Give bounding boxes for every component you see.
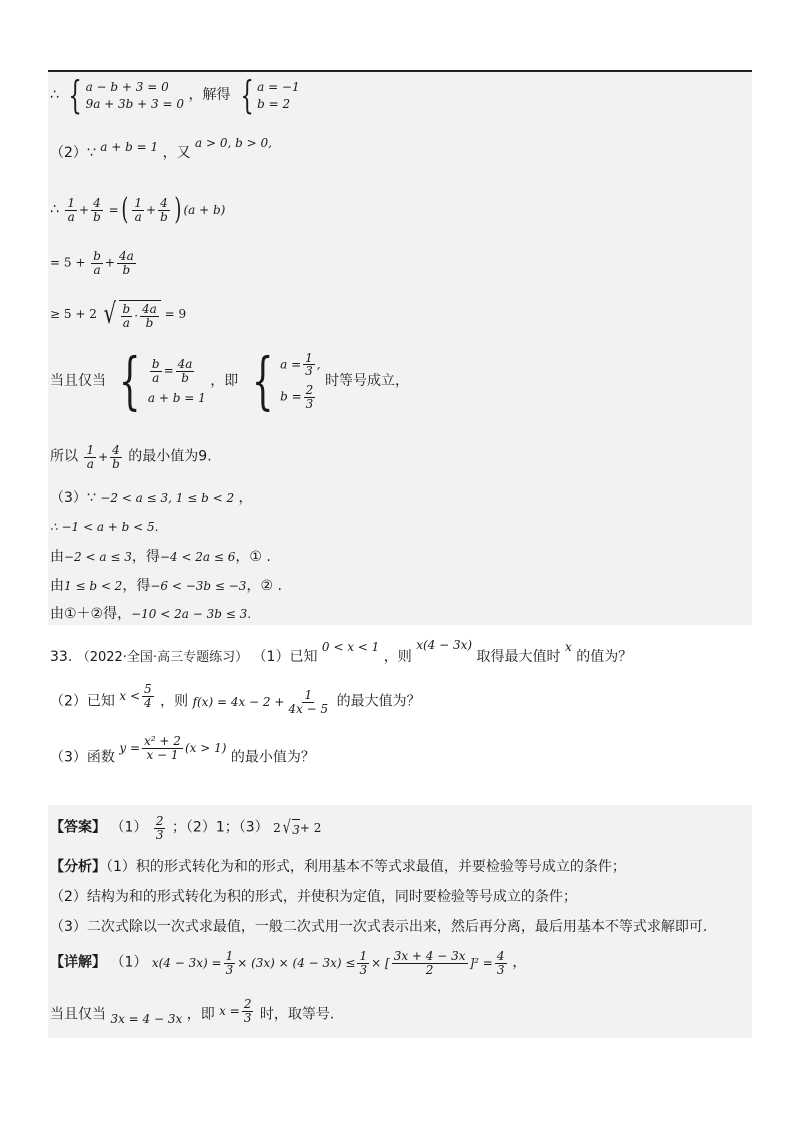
part2-conclusion: 所以 $\frac{1}{a}$ + $\frac{4}{b}$ 的最小值为9. bbox=[50, 443, 212, 471]
question-33-part2: （2）已知 x < $\frac{5}{4}$ ，则 f(x) = 4x − 2 + $\frac{1}{4x - 5}$ 的最大值为？ bbox=[50, 682, 421, 716]
analysis-line-1: 【分析】（1）积的形式转化为和的形式，利用基本不等式求最值，并要检验等号成立的条件； bbox=[50, 859, 626, 875]
equation-2: 9a + 3b + 3 = 0 bbox=[85, 96, 184, 111]
part2-step3: ≥ 5 + 2 √ $\frac{b}{a}$ · $\frac{4a}{b}$ = 9 bbox=[50, 297, 187, 330]
therefore-symbol: ∴ bbox=[50, 87, 59, 103]
question-33-part1: 33. （2022·全国·高三专题练习） （1）已知 0 < x < 1 ，则 x(4 − 3x) 取得最大值时 x 的值为？ bbox=[50, 638, 633, 665]
also-text: ，又 bbox=[162, 145, 191, 161]
question-number: 33. bbox=[50, 649, 73, 665]
part2-label: （2）∵ bbox=[50, 145, 96, 161]
system-solution-line bbox=[50, 73, 300, 117]
therefore-symbol: ∴ bbox=[50, 201, 59, 218]
detail-tag: 【详解】 bbox=[50, 954, 106, 971]
part3-sum-range: ∴ −1 < a + b < 5. bbox=[50, 520, 159, 534]
analysis-tag: 【分析】 bbox=[50, 859, 106, 875]
solution-b: b = 2 bbox=[257, 96, 291, 111]
question-33-part3: （3）函数 y = $\frac{\text{x² + 2}}{x - 1}$ (x > 1) 的最小值为？ bbox=[50, 734, 315, 766]
solve-text: ，解得 bbox=[188, 87, 231, 103]
condition-positive: a > 0, b > 0, bbox=[195, 136, 272, 150]
detail-line-2: 当且仅当 3x = 4 − 3x ，即 x = $\frac{2}{3}$ 时，取等号. bbox=[50, 997, 335, 1026]
sum-factor: (a + b) bbox=[183, 202, 226, 217]
answer-line: 【答案】 （1） $\frac{2}{3}$ ；（2）1；（3） 2 √ 3 + 2 bbox=[50, 814, 322, 842]
analysis-line-2: （2）结构为和的形式转化为积的形式，并使积为定值，同时要检验等号成立的条件； bbox=[50, 889, 577, 905]
part3-step1: 由−2 < a ≤ 3，得−4 < 2a ≤ 6，① . bbox=[50, 549, 271, 565]
answer-tag: 【答案】 bbox=[50, 819, 106, 836]
question-source: （2022·全国·高三专题练习） bbox=[76, 650, 249, 665]
solution-a: a = −1 bbox=[257, 79, 300, 94]
detail-line-1: 【详解】 （1） x(4 − 3x) = $\frac{1}{3}$ × (3x) × (4 − 3x) ≤ $\frac{1}{3}$ × [ $\frac{3x + 4 - 3x}{2}$ ]² = $\frac{4}{3}$ ， bbox=[50, 949, 527, 977]
condition-sum: a + b = 1 bbox=[100, 140, 159, 154]
solution-system: { a = −1 b = 2 bbox=[240, 73, 300, 117]
part2-step1: ∴ $\frac{1}{a}$ + $\frac{4}{b}$ =( $\frac{1}{a}$ + $\frac{4}{b}$ ) (a + b) bbox=[50, 192, 226, 227]
square-root: √ $\frac{b}{a}$ · $\frac{4a}{b}$ bbox=[101, 300, 161, 329]
analysis-line-3: （3）二次式除以一次式求最值，一般二次式用一次式表示出来，然后再分离，最后用基本不等式求解即可. bbox=[50, 919, 708, 935]
equation-1: a − b + 3 = 0 bbox=[85, 79, 169, 94]
part2-condition bbox=[50, 136, 272, 161]
part3-step2: 由1 ≤ b < 2，得−6 < −3b ≤ −3，② . bbox=[50, 578, 282, 594]
part2-step2: = 5 + $\frac{b}{a}$ + $\frac{4a}{b}$ bbox=[50, 249, 134, 277]
part2-equality-condition: 当且仅当 { $\frac{b}{a}$ = $\frac{4a}{b}$ a + b = 1 ，即 { a = $\frac{1}{3}$ , b = $\frac{2}{3}$ 时等号成立， bbox=[50, 344, 410, 417]
equation-system: { a − b + 3 = 0 9a + 3b + 3 = 0 bbox=[68, 73, 184, 117]
part3-given: （3）∵ −2 < a ≤ 3, 1 ≤ b < 2 ， bbox=[50, 490, 253, 506]
part3-step3: 由①＋②得，−10 < 2a − 3b ≤ 3. bbox=[50, 606, 252, 622]
